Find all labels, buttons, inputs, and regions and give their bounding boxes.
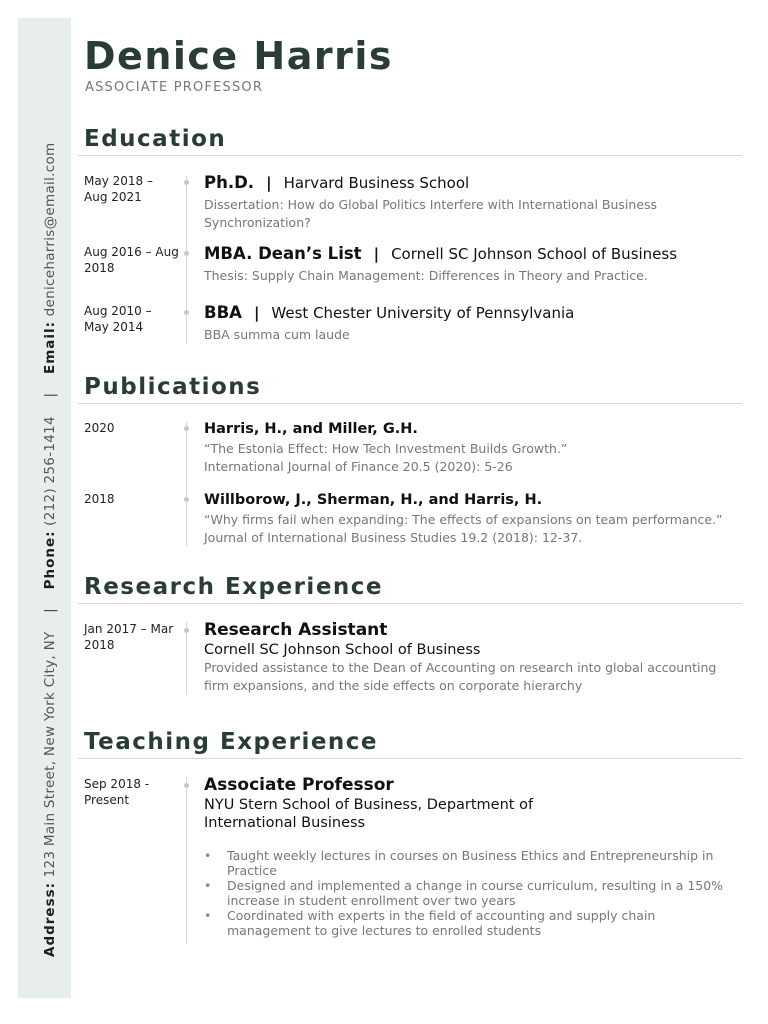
- timeline-dot: [184, 497, 189, 502]
- education-entry: [204, 244, 734, 285]
- degree: MBA. Dean’s List: [204, 244, 362, 263]
- timeline-dot: [184, 628, 189, 633]
- teaching-title: Teaching Experience: [84, 729, 379, 755]
- education-entry: [204, 173, 734, 231]
- research-entry: [204, 620, 734, 694]
- publication-journal: Journal of International Business Studies 19.2 (2018): 12-37.: [204, 529, 583, 545]
- research-date: Jan 2017 – Mar 2018: [84, 622, 174, 652]
- education-detail: BBA summa cum laude: [204, 327, 350, 342]
- email-label: Email:: [42, 320, 58, 375]
- education-date: May 2018 – Aug 2021: [84, 174, 153, 204]
- school: Cornell SC Johnson School of Business: [391, 245, 678, 263]
- phone-value: (212) 256-1414: [42, 416, 58, 526]
- timeline-dot: [184, 783, 189, 788]
- teaching-entry: [204, 775, 564, 832]
- teaching-date: Sep 2018 - Present: [84, 777, 150, 807]
- school: Harvard Business School: [283, 174, 470, 192]
- duty-item: • Designed and implemented a change in course curriculum, resulting in a 150% increase in student enrollment over two years: [204, 878, 724, 908]
- person-role: ASSOCIATE PROFESSOR: [85, 80, 264, 95]
- education-detail: Thesis: Supply Chain Management: Differences in Theory and Practice.: [204, 268, 648, 283]
- timeline-dot: [184, 426, 189, 431]
- research-title: Research Experience: [84, 574, 384, 600]
- education-entry: [204, 303, 734, 344]
- teaching-position: Associate Professor: [204, 775, 394, 795]
- pipe-separator: |: [373, 245, 380, 263]
- pipe-separator: |: [253, 304, 260, 322]
- publication-authors: Willborow, J., Sherman, H., and Harris, H.: [204, 492, 543, 508]
- education-timeline: [186, 176, 187, 344]
- contact-separator: |: [42, 392, 58, 398]
- degree: Ph.D.: [204, 173, 255, 192]
- duty-item: • Coordinated with experts in the field of accounting and supply chain management to give lectures to enrolled students: [204, 908, 724, 938]
- teaching-org: NYU Stern School of Business, Department of International Business: [204, 797, 534, 831]
- pipe-separator: |: [266, 174, 272, 192]
- research-description: Provided assistance to the Dean of Accounting on research into global accounting firm expansions, and the side effects on corporate hierarchy: [204, 660, 717, 693]
- publication-year: 2018: [84, 492, 115, 506]
- research-position: Research Assistant: [204, 620, 388, 640]
- school: West Chester University of Pennsylvania: [271, 304, 575, 322]
- contact-separator: |: [42, 608, 58, 613]
- teaching-duties: [204, 848, 724, 938]
- research-org: Cornell SC Johnson School of Business: [204, 642, 481, 658]
- publication-article: “The Estonia Effect: How Tech Investment Builds Growth.”: [204, 441, 568, 456]
- research-divider: [78, 603, 742, 604]
- timeline-dot: [184, 310, 189, 315]
- phone-label: Phone:: [42, 530, 58, 590]
- timeline-dot: [184, 251, 189, 256]
- publications-title: Publications: [84, 374, 262, 400]
- education-heading: [204, 244, 734, 264]
- publication-entry: [204, 490, 734, 546]
- education-date: Aug 2010 – May 2014: [84, 304, 152, 334]
- education-title: Education: [84, 126, 227, 152]
- publication-entry: [204, 419, 734, 475]
- education-detail: Dissertation: How do Global Politics Interfere with International Business Synchronization?: [204, 197, 658, 230]
- degree: BBA: [204, 303, 242, 322]
- timeline-dot: [184, 180, 189, 185]
- email-value[interactable]: deniceharris@email.com: [42, 142, 58, 317]
- publications-timeline: [186, 422, 187, 546]
- duty-item: • Taught weekly lectures in courses on Business Ethics and Entrepreneurship in Practice: [204, 848, 724, 878]
- duty-list: [204, 848, 724, 938]
- address-value: 123 Main Street, New York City, NY: [42, 631, 58, 878]
- teaching-divider: [78, 758, 742, 759]
- publication-year: 2020: [84, 421, 115, 435]
- education-divider: [78, 155, 742, 156]
- publication-journal: International Journal of Finance 20.5 (2020): 5-26: [204, 458, 513, 474]
- education-date: Aug 2016 – Aug 2018: [84, 245, 179, 275]
- contact-info: [44, 143, 58, 957]
- person-name: Denice Harris: [84, 34, 393, 78]
- publications-divider: [78, 403, 742, 404]
- education-heading: [204, 303, 734, 323]
- teaching-timeline: [186, 777, 187, 943]
- address-label: Address:: [42, 881, 58, 957]
- publication-authors: Harris, H., and Miller, G.H.: [204, 421, 418, 437]
- education-heading: [204, 173, 734, 193]
- publication-article: “Why firms fail when expanding: The effects of expansions on team performance.”: [204, 512, 723, 527]
